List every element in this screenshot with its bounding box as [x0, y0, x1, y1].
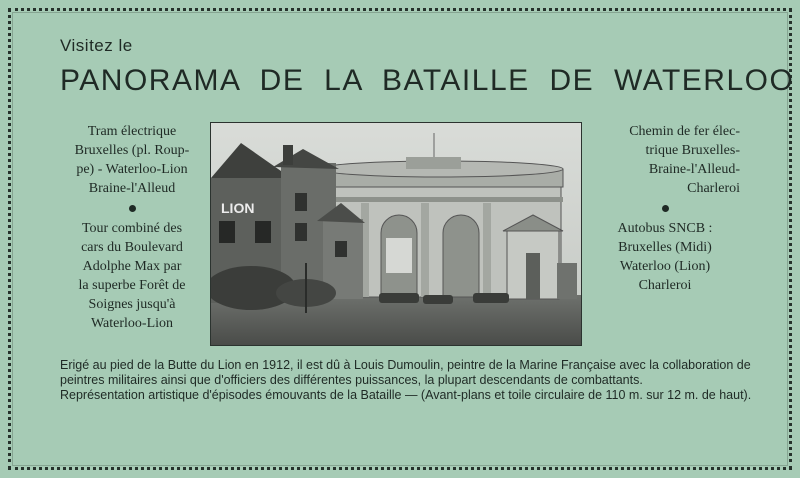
tour-line: Adolphe Max par [82, 259, 182, 274]
railway-line: Chemin de fer élec- [629, 124, 740, 139]
tour-info [52, 219, 212, 333]
tour-line: la superbe Forêt de [78, 278, 186, 293]
tour-line: Soignes jusqu'à [88, 297, 176, 312]
visit-heading: Visitez le [60, 36, 133, 55]
tour-line: Tour combiné des [81, 221, 183, 236]
railway-line: Braine-l'Alleud- [648, 162, 740, 177]
railway-line: Charleroi [687, 181, 740, 196]
bus-info [590, 219, 740, 295]
bullet-icon [129, 205, 136, 212]
tour-line: cars du Boulevard [81, 240, 183, 255]
railway-info [590, 122, 740, 198]
tram-info [52, 122, 212, 198]
left-column [52, 122, 212, 333]
bus-line: Bruxelles (Midi) [618, 240, 712, 255]
tram-line: Bruxelles (pl. Roup- [74, 143, 190, 158]
right-column [590, 122, 740, 295]
tram-line: Tram électrique [87, 124, 177, 139]
panorama-photo [210, 122, 582, 346]
tram-line: Braine-l'Alleud [88, 181, 176, 196]
bus-line: Charleroi [638, 278, 692, 293]
tour-line: Waterloo-Lion [90, 316, 174, 331]
railway-line: trique Bruxelles- [645, 143, 740, 158]
description [60, 358, 760, 403]
history-paragraph: Erigé au pied de la Butte du Lion en 1912, il est dû à Louis Dumoulin, peintre de la Marine Française avec la collaboration de peintres militaires ainsi que d'officiers des différentes puissances, la plupart descendants de combattants. [60, 358, 751, 387]
photo-sign-text: LION [221, 200, 255, 216]
artwork-paragraph: Représentation artistique d'épisodes émouvants de la Bataille — (Avant-plans et toile circulaire de 110 m. sur 12 m. de haut). [60, 388, 752, 402]
bullet-icon [662, 205, 669, 212]
page-title: PANORAMA DE LA BATAILLE DE WATERLOO [60, 64, 795, 97]
tram-line: pe) - Waterloo-Lion [76, 162, 188, 177]
bus-line: Waterloo (Lion) [619, 259, 711, 274]
bus-line: Autobus SNCB : [617, 221, 713, 236]
